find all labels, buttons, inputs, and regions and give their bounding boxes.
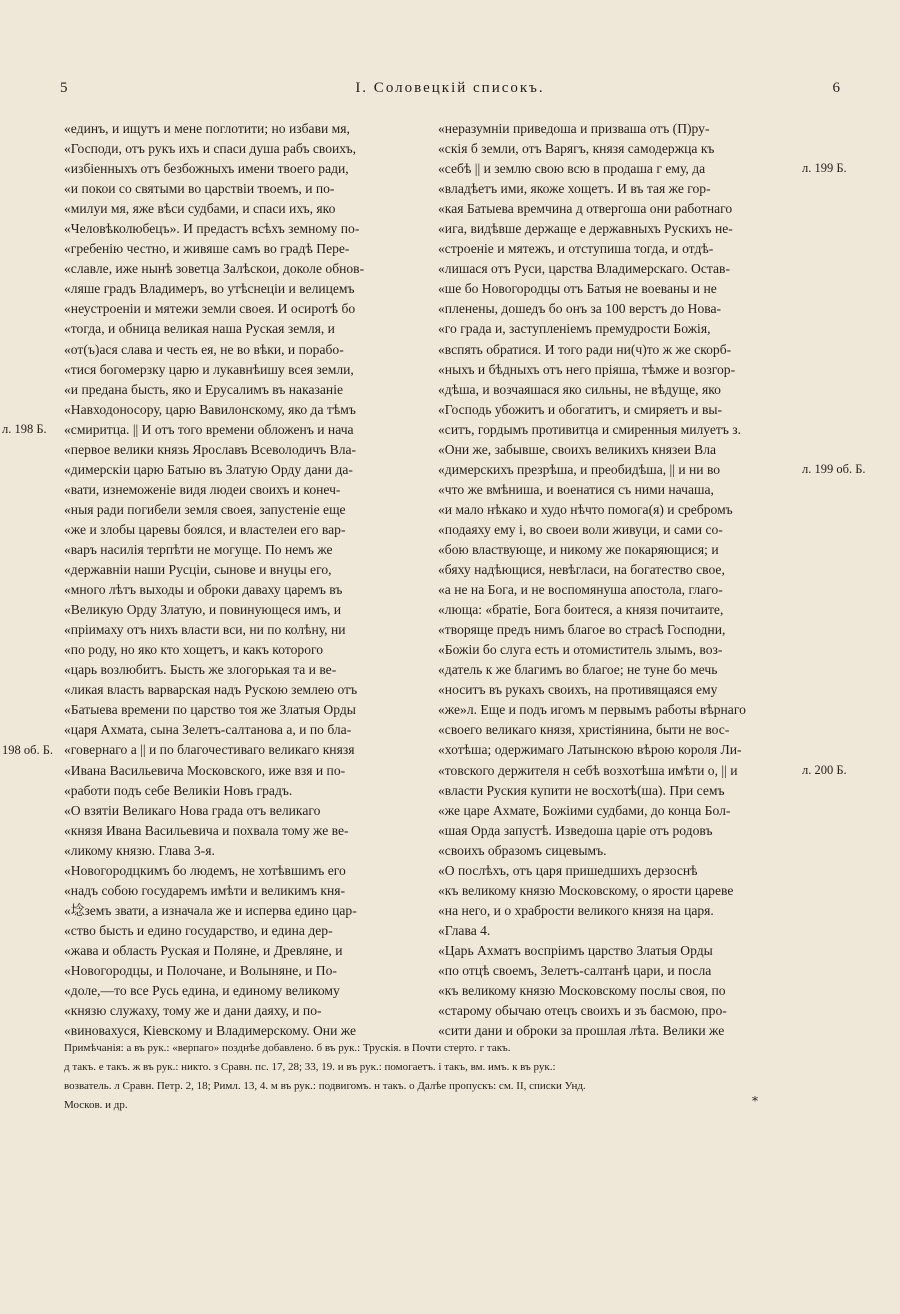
text-line: «от(ъ)ася слава и честь ея, не во вѣки, и порабо- <box>64 341 344 357</box>
text-line: «ныя ради погибели земля своея, запустеніе еще <box>64 501 346 517</box>
text-line: «Навходоносору, царю Вавилонскому, яко да тѣмъ <box>64 401 356 417</box>
text-line: «пріимаху отъ нихъ власти вси, ни по колѣну, ни <box>64 622 346 638</box>
text-line: «неразумніи приведоша и призваша отъ (П)ру- <box>438 121 710 136</box>
text-line: «ство бысть и едино государство, и едина дер- <box>64 922 333 938</box>
text-line: «Ивана Васильевича Московского, иже взя и по- <box>64 762 346 778</box>
footnote-line: возватель. л Сравн. Петр. 2, 18; Римл. 13, 4. м въ рук.: подвигомъ. н такъ. о Далѣе пропускъ: см. II, списки Унд. <box>64 1080 586 1092</box>
text-line: «князя Ивана Васильевича и похвала тому же ве- <box>64 822 349 838</box>
text-line: «избіенныхъ отъ безбожныхъ имени твоего ради, <box>64 161 349 177</box>
text-line: «скія б земли, отъ Варягъ, князя самодержца къ <box>438 141 715 157</box>
text-line: «творяще предъ нимъ благое во страсѣ Господни, <box>438 622 726 638</box>
text-line: «смиритца. || И отъ того времени обложенъ и нача <box>64 421 354 437</box>
text-line: «славле, иже нынѣ зоветца Залѣскои, доколе обнов- <box>64 261 365 277</box>
text-line: «князю служаху, тому же и дани даяху, и по- <box>64 1003 322 1019</box>
text-line: «жава и область Руская и Поляне, и Древляне, и <box>64 942 343 958</box>
text-line: «и предана бысть, яко и Ерусалимъ въ наказаніе <box>64 381 344 397</box>
text-line: «бяху надѣющися, невѣгласи, на богатество свое, <box>438 562 725 578</box>
text-line: «ига, видѣвше держаще е державныхъ Рускихъ не- <box>438 221 733 237</box>
folio-reference: л. 200 Б. <box>802 762 847 777</box>
text-line: «лишася отъ Руси, царства Владимерскаго. Остав- <box>438 261 730 277</box>
text-line: «вспять обратися. И того ради ни(ч)то ж же скорб- <box>438 341 732 357</box>
running-title: I. Соловецкій списокъ. <box>355 80 545 96</box>
text-line: «носитъ въ рукахъ своихъ, на противящаяся ему <box>438 682 718 698</box>
text-line: «ситъ, гордымъ противитца и смиренныя милуетъ з. <box>438 421 742 437</box>
text-line: «датель к же благимъ во благое; не туне бо мечь <box>438 662 718 678</box>
text-line: «Божіи бо слуга есть и отомиститель злымъ, воз- <box>438 642 723 658</box>
text-line: «Батыева времени по царство тоя же Златыя Орды <box>64 702 356 718</box>
page-number-right: 6 <box>832 80 840 96</box>
text-line: «бою властвующе, и никому же покаряющися; и <box>438 541 719 557</box>
text-line: «доле,—то все Русь едина, и единому великому <box>64 983 340 999</box>
star-mark: * <box>752 1094 758 1108</box>
text-line: «царя Ахмата, сына Зелетъ-салтанова а, и по бла- <box>64 722 352 738</box>
text-line: «первое велики князь Ярославъ Всеволодичъ Вла- <box>64 441 357 457</box>
text-line: «ликому князю. Глава 3-я. <box>64 842 215 858</box>
text-line: «себѣ || и землю свою всю в продаша г ему, да <box>438 161 706 177</box>
text-line: «на него, и о храбрости великого князя на царя. <box>438 902 714 918</box>
right-text-column <box>438 119 814 1041</box>
footnote-line: Москов. и др. <box>64 1099 128 1111</box>
text-line: «и мало нѣкако и худо нѣчто помога(я) и сребромъ <box>438 501 733 517</box>
text-line: «и покои со святыми во царствіи твоемъ, и по- <box>64 181 335 197</box>
text-line: «шая Орда запустѣ. Изведоша царіе отъ родовъ <box>438 822 713 838</box>
text-line: «тогда, и обница великая наша Руская земля, и <box>64 321 335 337</box>
footnote-line: Примѣчанія: а въ рук.: «верпаго» позднѣе добавлено. б въ рук.: Трускія. в Почти стерто. г такъ. <box>64 1042 511 1054</box>
text-line: «Новогородцкимъ бо людемъ, не хотѣвшимъ его <box>64 862 346 878</box>
text-line: «Царь Ахматъ воспріимъ царство Златыя Орды <box>438 942 713 958</box>
text-line: «Господи, отъ рукъ ихъ и спаси душа рабъ своихъ, <box>64 141 357 157</box>
text-line: «埝земъ звати, а изначала же и исперва едино цар- <box>64 902 357 918</box>
text-line: «хотѣша; одержимаго Латынскою вѣрою короля Ли- <box>438 742 742 758</box>
text-line: «по отцѣ своемъ, Зелетъ-салтанѣ цари, и посла <box>438 962 712 978</box>
text-line: «О взятіи Великаго Нова града отъ великаго <box>64 802 321 818</box>
text-line: «къ великому князю Московскому послы своя, по <box>438 983 726 999</box>
text-line: «царь возлюбитъ. Бысть же злогорькая та и ве- <box>64 662 337 678</box>
text-line: «Новогородцы, и Полочане, и Волыняне, и По- <box>64 962 337 978</box>
text-line: «надъ собою государемъ имѣти и великимъ кня- <box>64 882 346 898</box>
text-line: «гребенію честно, и живяше самъ во градѣ Пере- <box>64 241 350 257</box>
text-line: «своихъ образомъ сицевымъ. <box>438 842 607 858</box>
text-line: «Господь убожитъ и обогатитъ, и смиряетъ и вы- <box>438 401 723 417</box>
text-line: «димерскіи царю Батыю въ Златую Орду дани да- <box>64 461 353 477</box>
text-line: «же и злобы царевы боялся, и властелеи его вар- <box>64 521 346 537</box>
text-line: «единъ, и ищутъ и мене поглотити; но избави мя, <box>64 121 350 136</box>
text-line: «товского держителя н себѣ возхотѣша имѣти о, || и <box>438 762 738 778</box>
folio-reference: л. 198 Б. <box>2 421 47 436</box>
text-line: «работи подъ себе Великіи Новъ градъ. <box>64 782 293 798</box>
text-line: «что же вмѣниша, и военатися съ ними начаша, <box>438 481 714 497</box>
text-line: «говернаго а || и по благочестиваго великаго князя <box>64 742 355 758</box>
text-line: «Глава 4. <box>438 922 491 938</box>
text-line: «старому обычаю отецъ своихъ и зъ басмою, про- <box>438 1003 727 1019</box>
text-line: «неустроеніи и мятежи земли своея. И осиротѣ бо <box>64 301 356 317</box>
text-line: «виновахуся, Кіевскому и Владимерскому. Они же <box>64 1023 357 1039</box>
text-line: «Великую Орду Златую, и повинующеся имъ, и <box>64 602 342 618</box>
text-line: «го града и, заступленіемъ премудрости Божія, <box>438 321 711 337</box>
text-line: «милуи мя, яже вѣси судбами, и спаси ихъ, яко <box>64 201 336 217</box>
text-line: «къ великому князю Московскому, о ярости цареве <box>438 882 734 898</box>
footnotes <box>64 1039 840 1115</box>
text-line: «своего великаго князя, христіянина, быти не вос- <box>438 722 730 738</box>
text-line: «много лѣтъ выходы и оброки даваху царемъ въ <box>64 582 343 598</box>
text-line: «по роду, но яко кто хощетъ, и какъ которого <box>64 642 324 658</box>
text-line: «строеніе и мятежъ, и отступиша тогда, и отдѣ- <box>438 241 714 257</box>
text-line: «же царе Ахмате, Божіими судбами, до конца Бол- <box>438 802 731 818</box>
text-line: «власти Руския купити не восхотѣ(ша). При семъ <box>438 782 725 798</box>
text-line: «люща: «братіе, Бога боитеся, а князя почитаите, <box>438 602 724 618</box>
text-line: «же»л. Еще и подъ игомъ м первымъ работы вѣрнаго <box>438 702 746 718</box>
text-line: «тися богомерзку царю и лукавнѣишу всея земли, <box>64 361 354 377</box>
text-line: «владѣетъ ими, якоже хощетъ. И въ тая же гор- <box>438 181 711 197</box>
text-line: «подаяху ему і, во своеи воли живуци, и сами со- <box>438 521 723 537</box>
text-line: «ликая власть варварская надъ Рускою землею отъ <box>64 682 358 698</box>
text-line: «кая Батыева времчина д отвергоша они работнаго <box>438 201 733 217</box>
text-line: «варъ насилія терпѣти не могуще. По немъ же <box>64 541 333 557</box>
text-line: «вати, изнеможеніе видя людеи своихъ и конеч- <box>64 481 341 497</box>
folio-reference: л. 199 об. Б. <box>802 461 866 476</box>
folio-reference: л. 199 Б. <box>802 161 847 176</box>
text-line: «державніи наши Русціи, сынове и внуцы его, <box>64 562 332 578</box>
text-line: «сити дани и оброки за прошлая лѣта. Велики же <box>438 1023 725 1039</box>
footnote-line: д такъ. е такъ. ж въ рук.: никто. з Сравн. пс. 17, 28; 33, 19. и въ рук.: помогаетъ. і такъ, вм. имъ. к въ рук.: <box>64 1061 556 1073</box>
left-text-column <box>64 119 440 1041</box>
page-header <box>60 80 840 104</box>
text-line: «ляше градъ Владимеръ, во утѣснеціи и велицемъ <box>64 281 355 297</box>
text-line: «димерскихъ презрѣша, и преобидѣша, || и ни во <box>438 461 721 477</box>
text-line: «пленены, дошедъ бо онъ за 100 верстъ до Нова- <box>438 301 722 317</box>
text-line: «дѣша, и возчаяшася яко сильны, не вѣдуще, яко <box>438 381 721 397</box>
text-line: «ше бо Новогородцы отъ Батыя не воеваны и не <box>438 281 717 297</box>
text-line: «ныхъ и бѣдныхъ отъ него пріяша, тѣмже и возгор- <box>438 361 736 377</box>
text-line: «а не на Бога, и не воспомянуша апостола, глаго- <box>438 582 723 598</box>
folio-reference: 198 об. Б. <box>2 742 54 757</box>
page-number-left: 5 <box>60 80 68 96</box>
text-line: «О послѣхъ, отъ царя пришедшихъ дерзоснѣ <box>438 862 698 878</box>
text-line: «Человѣколюбецъ». И предастъ всѣхъ земному по- <box>64 221 360 237</box>
text-line: «Они же, забывше, своихъ великихъ князеи Вла <box>438 441 717 457</box>
